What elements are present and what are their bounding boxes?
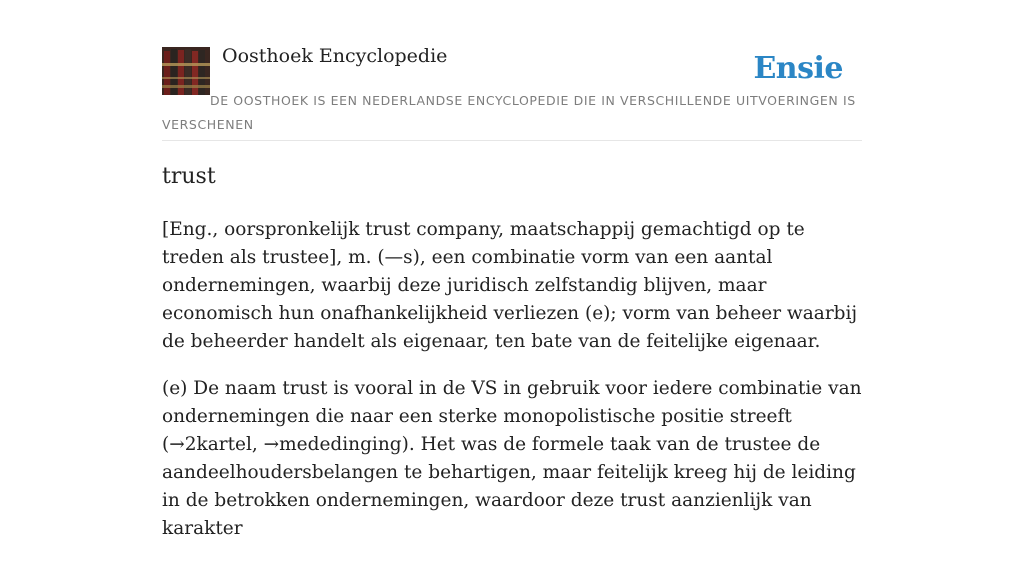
book-spines-icon (162, 47, 210, 95)
site-tagline: DE OOSTHOEK IS EEN NEDERLANDSE ENCYCLOPEDIE DIE IN VERSCHILLENDE UITVOERINGEN IS VERSCHENEN (162, 93, 856, 132)
site-avatar[interactable] (162, 47, 210, 95)
brand-logo[interactable]: Ensie (753, 51, 843, 86)
entry-paragraph: [Eng., oorspronkelijk trust company, maatschappij gemachtigd op te treden als trustee], m. (—s), een combinatie vorm van een aantal ondernemingen, waarbij deze juridisch zelfstandig blijven, maar economisch hun onafhankelijkheid verliezen (e); vorm van beheer waarbij de beheerder handelt als eigenaar, ten bate van de feitelijke eigenaar. (162, 219, 858, 352)
main-container (162, 0, 862, 539)
site-title[interactable]: Oosthoek Encyclopedie (222, 45, 448, 67)
entry-paragraph: (e) De naam trust is vooral in de VS in gebruik voor iedere combinatie van ondernemingen die naar een sterke monopolistische positie streeft (→2kartel, →mededinging). Het was de formele taak van de trustee de aandeelhoudersbelangen te behartigen, maar feitelijk kreeg hij de leiding in de betrokken ondernemingen, waardoor deze trust aanzienlijk van karakter (162, 378, 862, 539)
site-header (162, 0, 862, 141)
entry-title: trust (162, 164, 216, 189)
entry-content (162, 216, 862, 562)
